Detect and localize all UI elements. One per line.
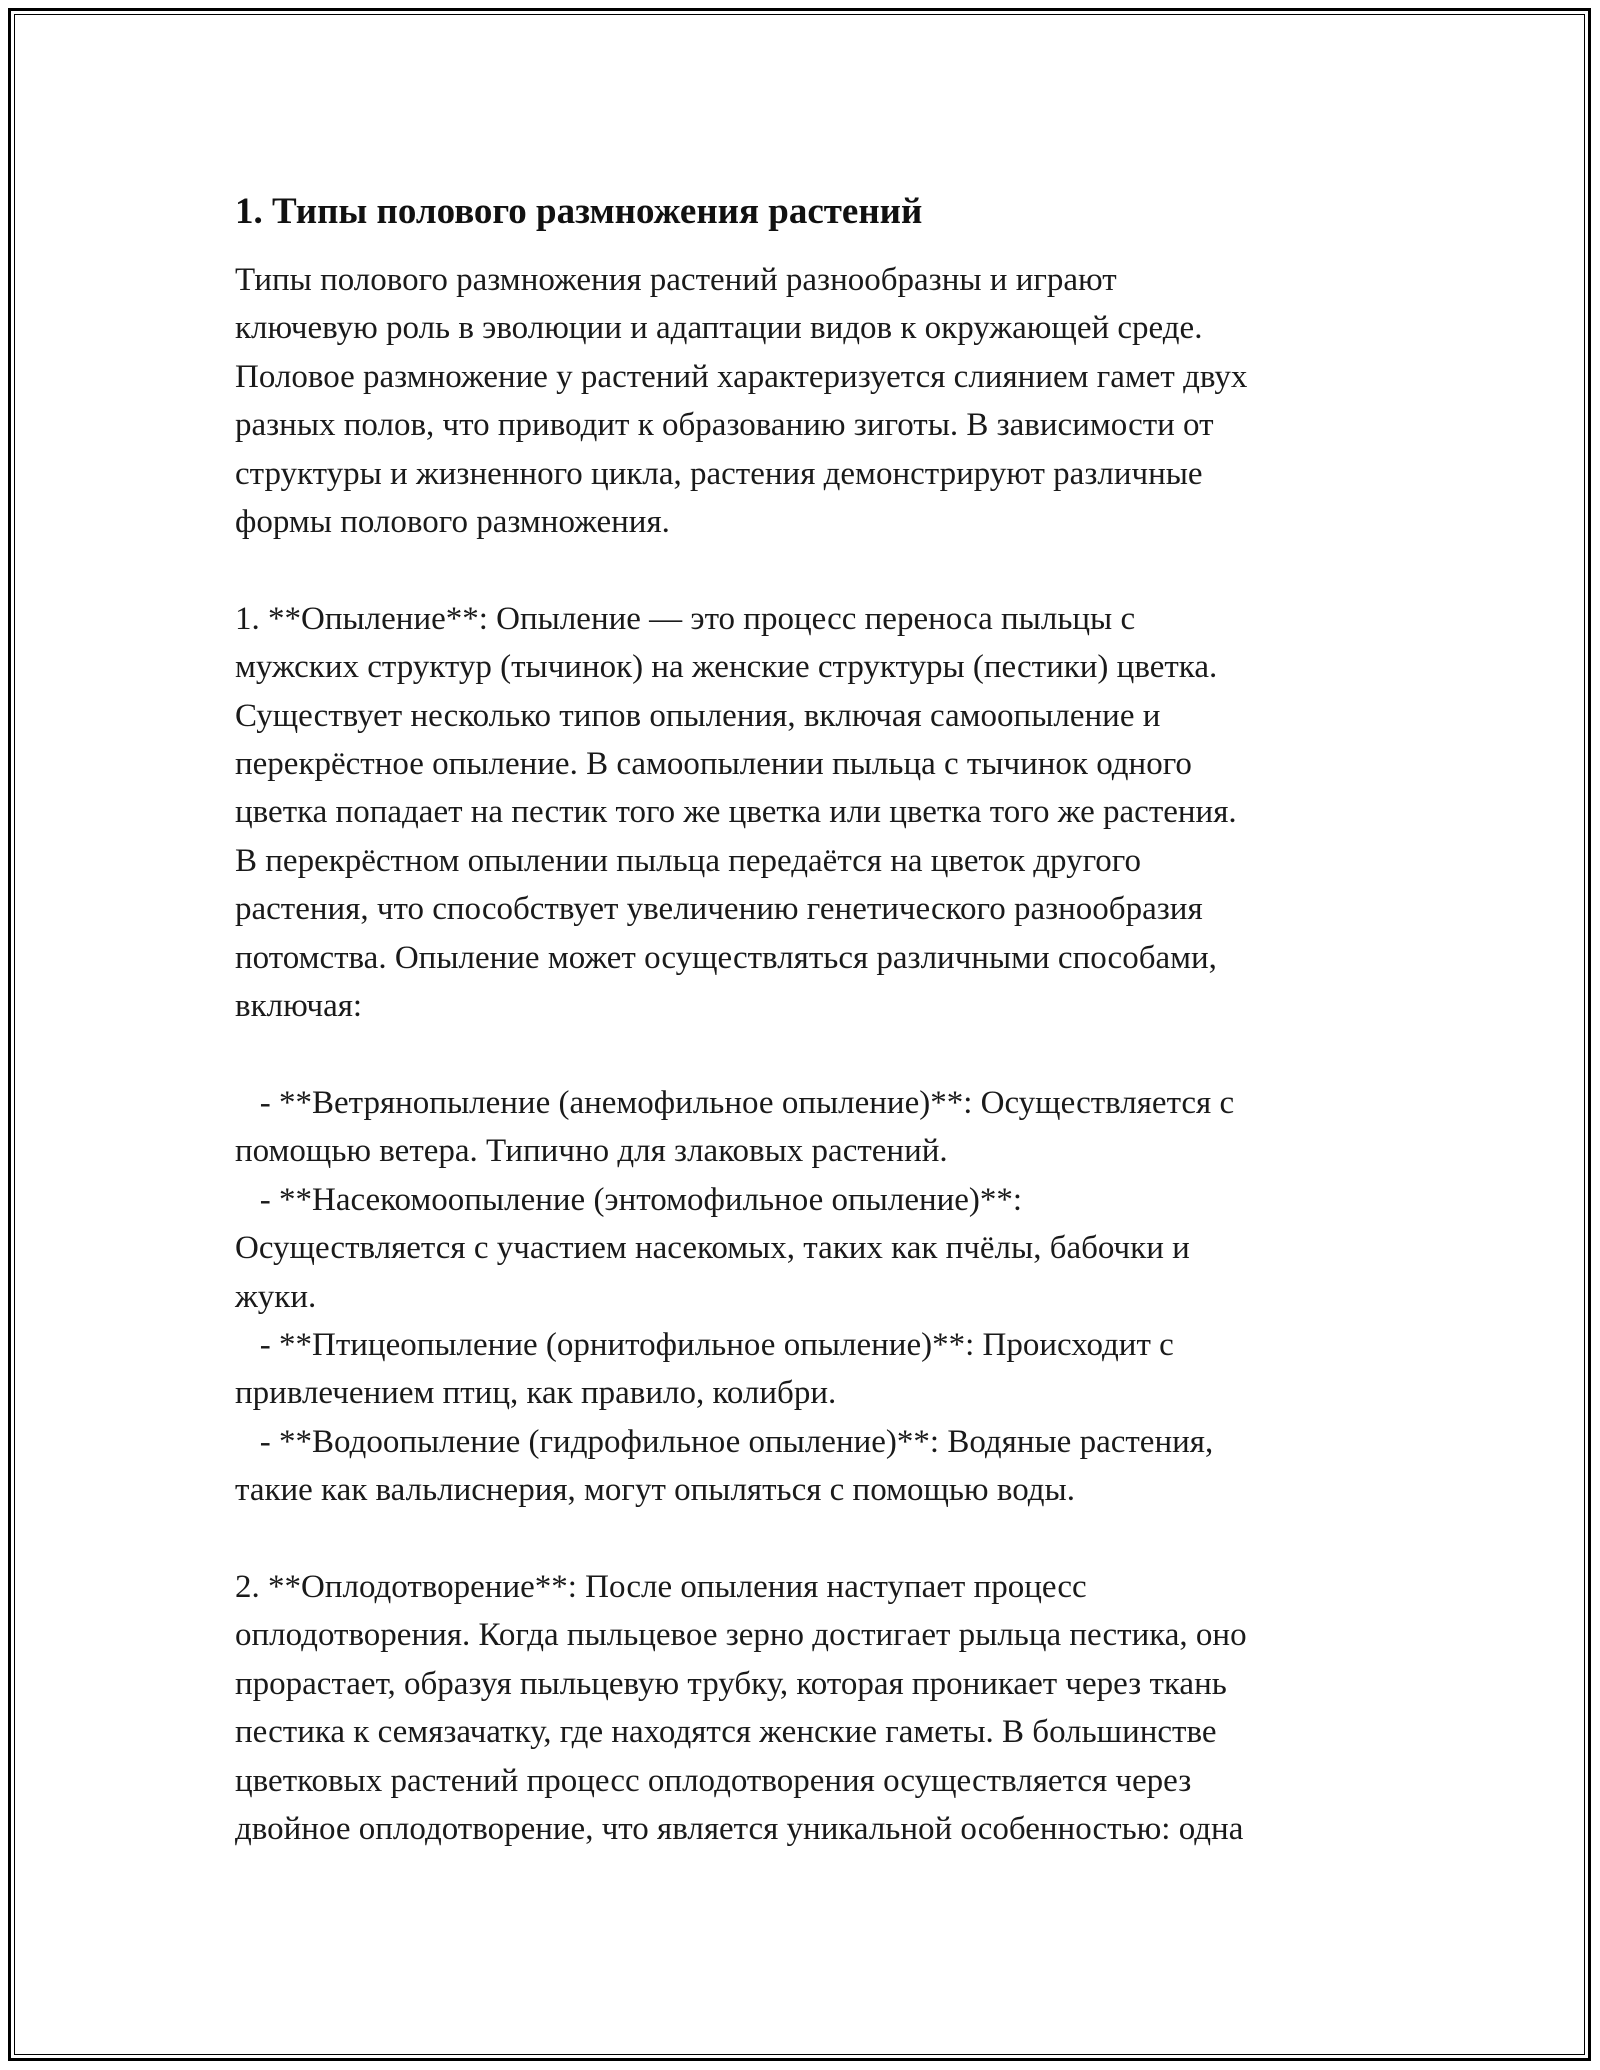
pollination-type-water: - **Водоопыление (гидрофильное опыление)**: Водяные растения, такие как вальлиснерия, могут опыляться с помощью воды.	[235, 1423, 1214, 1509]
paragraph-gap	[235, 546, 1375, 594]
paragraph-gap	[235, 1030, 1375, 1078]
pollination-type-insect: - **Насекомоопыление (энтомофильное опыление)**: Осуществляется с участием насекомых, таких как пчёлы, бабочки и жуки.	[235, 1181, 1190, 1315]
fertilization-paragraph: 2. **Оплодотворение**: После опыления наступает процесс оплодотворения. Когда пыльцевое зерно достигает рыльца пестика, оно прорастает, образуя пыльцевую трубку, которая проникает через ткань пестика к семязачатку, где находятся женские гаметы. В большинстве цветковых растений процесс оплодотворения осуществляется через двойное оплодотворение, что является уникальной особенностью: одна	[235, 1568, 1247, 1847]
pollination-paragraph: 1. **Опыление**: Опыление — это процесс переноса пыльцы с мужских структур (тычинок) на женские структуры (пестики) цветка. Существует несколько типов опыления, включая самоопыление и перекрёстное опыление. В самоопылении пыльца с тычинок одного цветка попадает на пестик того же цветка или цветка того же растения. В перекрёстном опылении пыльца передаётся на цветок другого растения, что способствует увеличению генетического разнообразия потомства. Опыление может осуществляться различными способами, включая:	[235, 600, 1237, 1025]
document-title: 1. Типы полового размножения растений	[235, 191, 923, 232]
document-body	[235, 188, 1375, 1853]
pollination-type-wind: - **Ветрянопыление (анемофильное опыление)**: Осуществляется с помощью ветера. Типично для злаковых растений.	[235, 1084, 1235, 1170]
paragraph-gap	[235, 1515, 1375, 1563]
intro-paragraph: Типы полового размножения растений разнообразны и играют ключевую роль в эволюции и адаптации видов к окружающей среде. Половое размножение у растений характеризуется слиянием гамет двух разных полов, что приводит к образованию зиготы. В зависимости от структуры и жизненного цикла, растения демонстрируют различные формы полового размножения.	[235, 262, 1248, 541]
pollination-type-bird: - **Птицеопыление (орнитофильное опыление)**: Происходит с привлечением птиц, как правило, колибри.	[235, 1326, 1174, 1412]
